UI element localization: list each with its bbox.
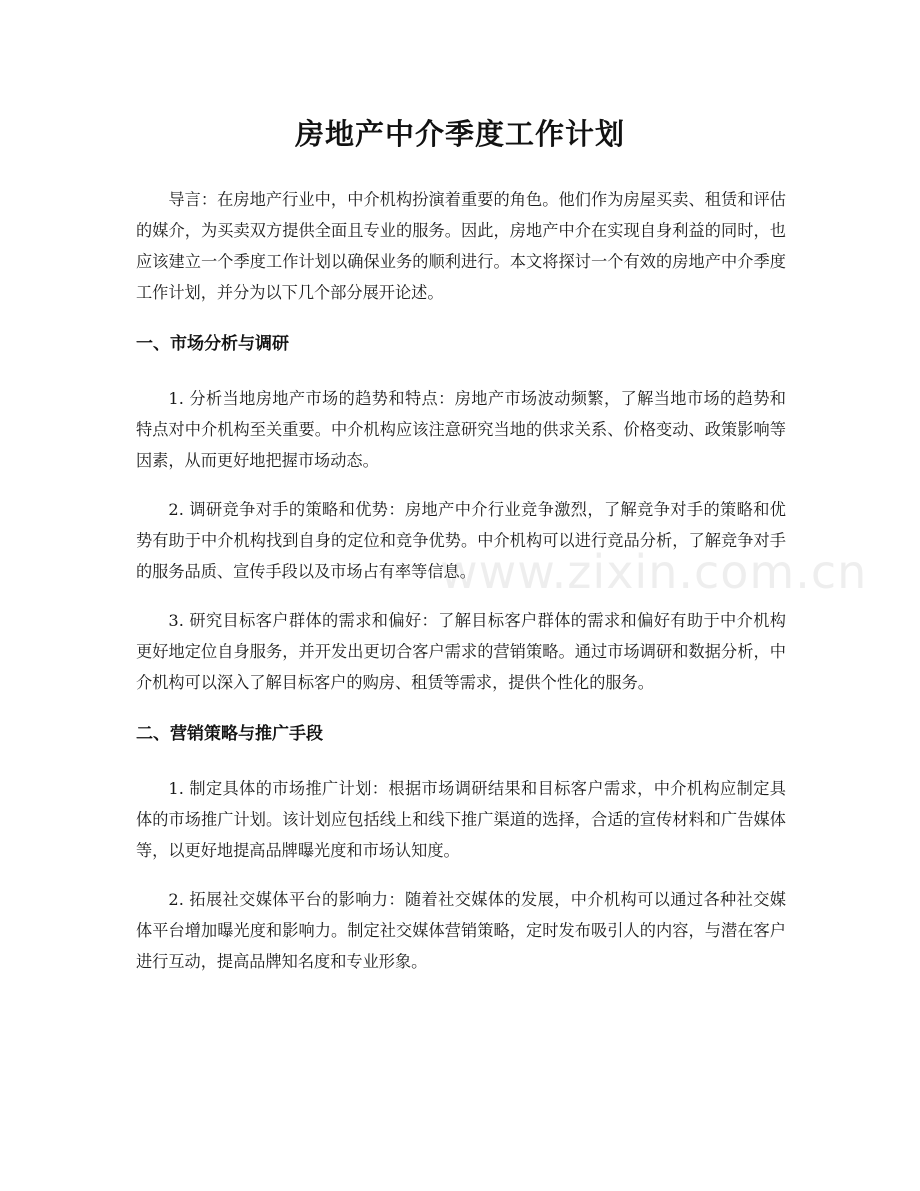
section-1-item-2: 2. 调研竞争对手的策略和优势：房地产中介行业竞争激烈，了解竞争对手的策略和优势有助于中介机构找到自身的定位和竞争优势。中介机构可以进行竞品分析，了解竞争对手的服务品质、宣传手段以及市场占有率等信息。 bbox=[136, 500, 786, 581]
document-body bbox=[136, 184, 786, 995]
section-heading-market-analysis: 一、市场分析与调研 bbox=[136, 334, 289, 354]
section-1-item-3: 3. 研究目标客户群体的需求和偏好：了解目标客户群体的需求和偏好有助于中介机构更好地定位自身服务，并开发出更切合客户需求的营销策略。通过市场调研和数据分析，中介机构可以深入了解目标客户的购房、租赁等需求，提供个性化的服务。 bbox=[136, 611, 786, 692]
intro-paragraph: 导言：在房地产行业中，中介机构扮演着重要的角色。他们作为房屋买卖、租赁和评估的媒介，为买卖双方提供全面且专业的服务。因此，房地产中介在实现自身利益的同时，也应该建立一个季度工作计划以确保业务的顺利进行。本文将探讨一个有效的房地产中介季度工作计划，并分为以下几个部分展开论述。 bbox=[136, 190, 786, 302]
watermark: www.zixin.com.cn bbox=[440, 545, 868, 599]
section-1-item-1: 1. 分析当地房地产市场的趋势和特点：房地产市场波动频繁，了解当地市场的趋势和特点对中介机构至关重要。中介机构应该注意研究当地的供求关系、价格变动、政策影响等因素，从而更好地把握市场动态。 bbox=[136, 389, 786, 470]
section-2-item-2: 2. 拓展社交媒体平台的影响力：随着社交媒体的发展，中介机构可以通过各种社交媒体平台增加曝光度和影响力。制定社交媒体营销策略，定时发布吸引人的内容，与潜在客户进行互动，提高品牌知名度和专业形象。 bbox=[136, 890, 786, 971]
document-title: 房地产中介季度工作计划 bbox=[294, 117, 625, 151]
section-2-item-1: 1. 制定具体的市场推广计划：根据市场调研结果和目标客户需求，中介机构应制定具体的市场推广计划。该计划应包括线上和线下推广渠道的选择，合适的宣传材料和广告媒体等，以更好地提高品牌曝光度和市场认知度。 bbox=[136, 779, 786, 860]
section-heading-marketing-strategy: 二、营销策略与推广手段 bbox=[136, 724, 323, 744]
